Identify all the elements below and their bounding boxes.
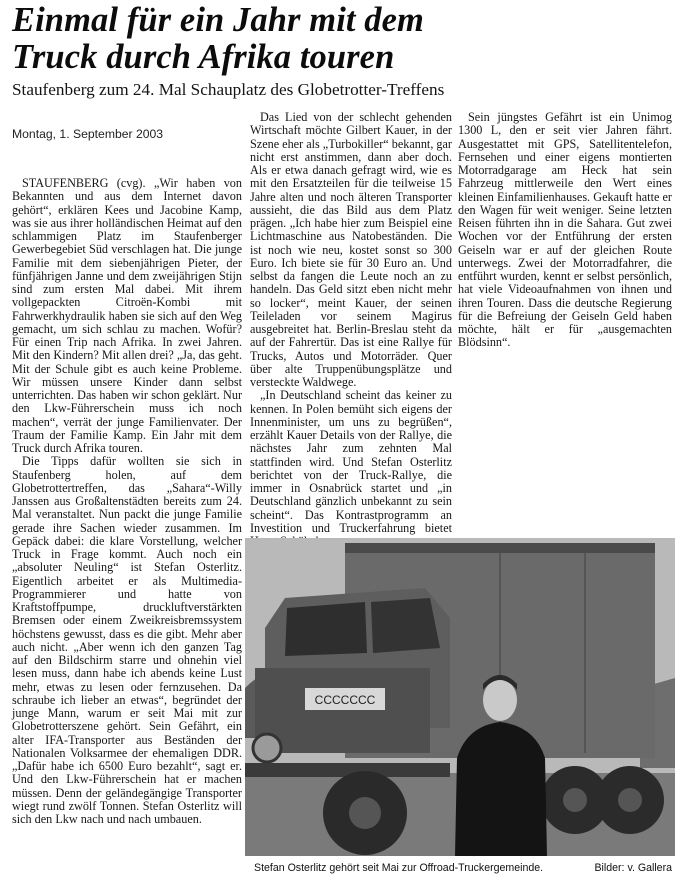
- man-head: [483, 679, 517, 721]
- front-wheel-hub: [349, 797, 381, 829]
- man-body: [455, 722, 547, 856]
- paragraph: Die Tipps dafür wollten sie sich in Staufenberg holen, auf dem Globetrottertreffen, das „Sahara“-Willy Janssen aus Großaltenstädten bereits zum 24. Mal veranstaltet. Nun packt die junge Familie gerade ihre Sachen wieder zusammen. Im Gepäck dabei: die klare Vorstellung, welcher Truck in Frage kommt. Auch noch ein „absoluter Neuling“ ist Stefan Osterlitz. Eigentlich arbeitet er als Multimedia-Programmierer und hatte von Kraftstoffpumpe, druckluftverstärkten Bremsen oder einem Zweikreisbremssystem höchstens gewusst, dass es die gibt. Mehr aber auch nicht. „Aber wenn ich den ganzen Tag auf den Bildschirm starre und ohnehin viel lesen muss, dann habe ich abends keine Lust mehr, etwas zu lesen oder fernzusehen. Da schraube ich lieber an etwas“, begründet der junge Mann, warum er seit Mai mit zur Globetrotterszene gehört. Sein Gefährt, ein alter IFA-Transporter aus Beständen der Nationalen Volksarmee der ehemaligen DDR. „Dafür habe ich 6500 Euro bezahlt“, sagt er. Und den Lkw-Führerschein hat er machen müssen. Denn der geländegängige Transporter wiegt rund zwölf Tonnen. Stefan Osterlitz will sich den Lkw nach und nach umbauen.: [12, 454, 242, 826]
- truck-photo: [245, 538, 675, 856]
- dateline: Montag, 1. September 2003: [12, 127, 164, 141]
- truck-box-roof: [345, 543, 655, 553]
- rear-wheel-hub: [563, 788, 587, 812]
- paragraph: „In Deutschland scheint das keiner zu kennen. In Polen bemüht sich eigens der Innenminister, um uns zu begrüßen“, erzählt Kauer Details von der Rallye, die nächstes Jahr zum zehnten Mal stattfinden wird. Und Stefan Osterlitz berichtet von der Truck-Rallye, die immer in Osnabrück startet und „in Deutschland gänzlich unbekannt zu sein scheint“. Das Kontrastprogramm an Investition und Truckerfahrung bietet: [250, 388, 452, 535]
- article-column-2: [250, 110, 452, 535]
- truck-photo-illustration: [245, 538, 675, 856]
- windshield-left: [285, 602, 367, 656]
- headline-line-2: Truck durch Afrika touren: [12, 38, 395, 76]
- paragraph: Das Lied von der schlecht gehenden Wirtschaft möchte Gilbert Kauer, in der Szene eher als „Turbokiller“ bekannt, gar nicht erst anstimmen, dann aber doch. Als er etwa danach gefragt wird, wie es mit den Ersatzteilen für die teilweise 15 Jahre alten und noch älteren Transporter aussieht, die das Bild aus dem Platz prägen. „Ich habe hier zum Beispiel eine Lichtmaschine aus Natobeständen. Die ist noch wie neu, kostet sonst so 300 Euro. Ich biete sie für 30 Euro an. Und selbst da fangen die Leute noch an zu handeln. Das Geld sitzt eben nicht mehr so locker“, meint Kauer, der seinen Teileladen vor seinem Magirus ausgebreitet hat. Berlin-Breslau steht da auf der Fahrertür. Das ist eine Rallye für Trucks, Autos und Motorräder. Quer über alte Truppenübungsplätze und versteckte Waldwege.: [250, 110, 452, 389]
- rear-wheel-hub: [618, 788, 642, 812]
- article-column-3: [458, 111, 672, 351]
- windshield-right: [371, 598, 440, 653]
- subheadline: Staufenberg zum 24. Mal Schauplatz des Globetrotter-Treffens: [12, 80, 445, 99]
- paragraph: STAUFENBERG (cvg). „Wir haben von Bekannten und aus dem Internet davon gehört“, erklären Kees und Jacobine Kamp, was sie aus ihrer holländischen Heimat auf den schlammigen Platz im Staufenberger Gewerbegebiet Süd verschlagen hat. Die junge Familie mit dem siebenjährigen Pieter, der fünfjährigen Janne und dem zweijährigen Stijn sind zum ersten Mal dabei. Mit ihrem vollgepackten Citroën-Kombi mit Fahrwerkhydraulik haben sie sich auf den Weg gemacht, um sich schlau zu machen. Wofür? Für einen Trip nach Afrika. In zwei Jahren. Mit den Kindern? Mit allen drei? „Ja, das geht. Mit der Schule gibt es auch keine Probleme. Wir müssen unsere Kinder dann selbst unterrichten. Das haben wir schon geklärt. Nur den Lkw-Führerschein muss ich noch machen“, verrät der junge Familienvater. Der Traum der Familie Kamp. Ein Jahr mit dem Truck durch Afrika touren.: [12, 176, 242, 455]
- photo-credit: Bilder: v. Gallera: [594, 862, 672, 874]
- headline-line-1: Einmal für ein Jahr mit dem: [12, 1, 424, 39]
- headlight: [253, 734, 281, 762]
- article-column-1: [12, 177, 242, 879]
- truck-hood: [255, 668, 430, 753]
- paragraph: Sein jüngstes Gefährt ist ein Unimog 1300 L, den er seit vier Jahren fährt. Ausgestattet mit GPS, Satellitentelefon, Fernsehen und einer eigens montierten Motorradgarage am Heck hat sein Fahrzeug mittlerweile den Wert eines kleinen Einfamilienhauses. Gekauft hatte er den Wagen für weit weniger. Seine letzten Reisen führten ihn in die Sahara. Gut zwei Wochen vor der Entführung der ersten Geiseln war er auf der gleichen Route unterwegs. Zwei der Motorradfahrer, die entführt wurden, kennt er selbst persönlich, hat viele Videoaufnahmen von ihnen und ihren Touren. Dass die deutsche Regierung für die Befreiung der Geiseln Geld haben möchte, hält er für „ausgemachten Blödsinn“.: [458, 110, 672, 350]
- photo-caption: Stefan Osterlitz gehört seit Mai zur Offroad-Truckergemeinde.: [254, 862, 544, 874]
- headline: [12, 2, 676, 76]
- license-plate-text: ССССССС: [314, 693, 376, 707]
